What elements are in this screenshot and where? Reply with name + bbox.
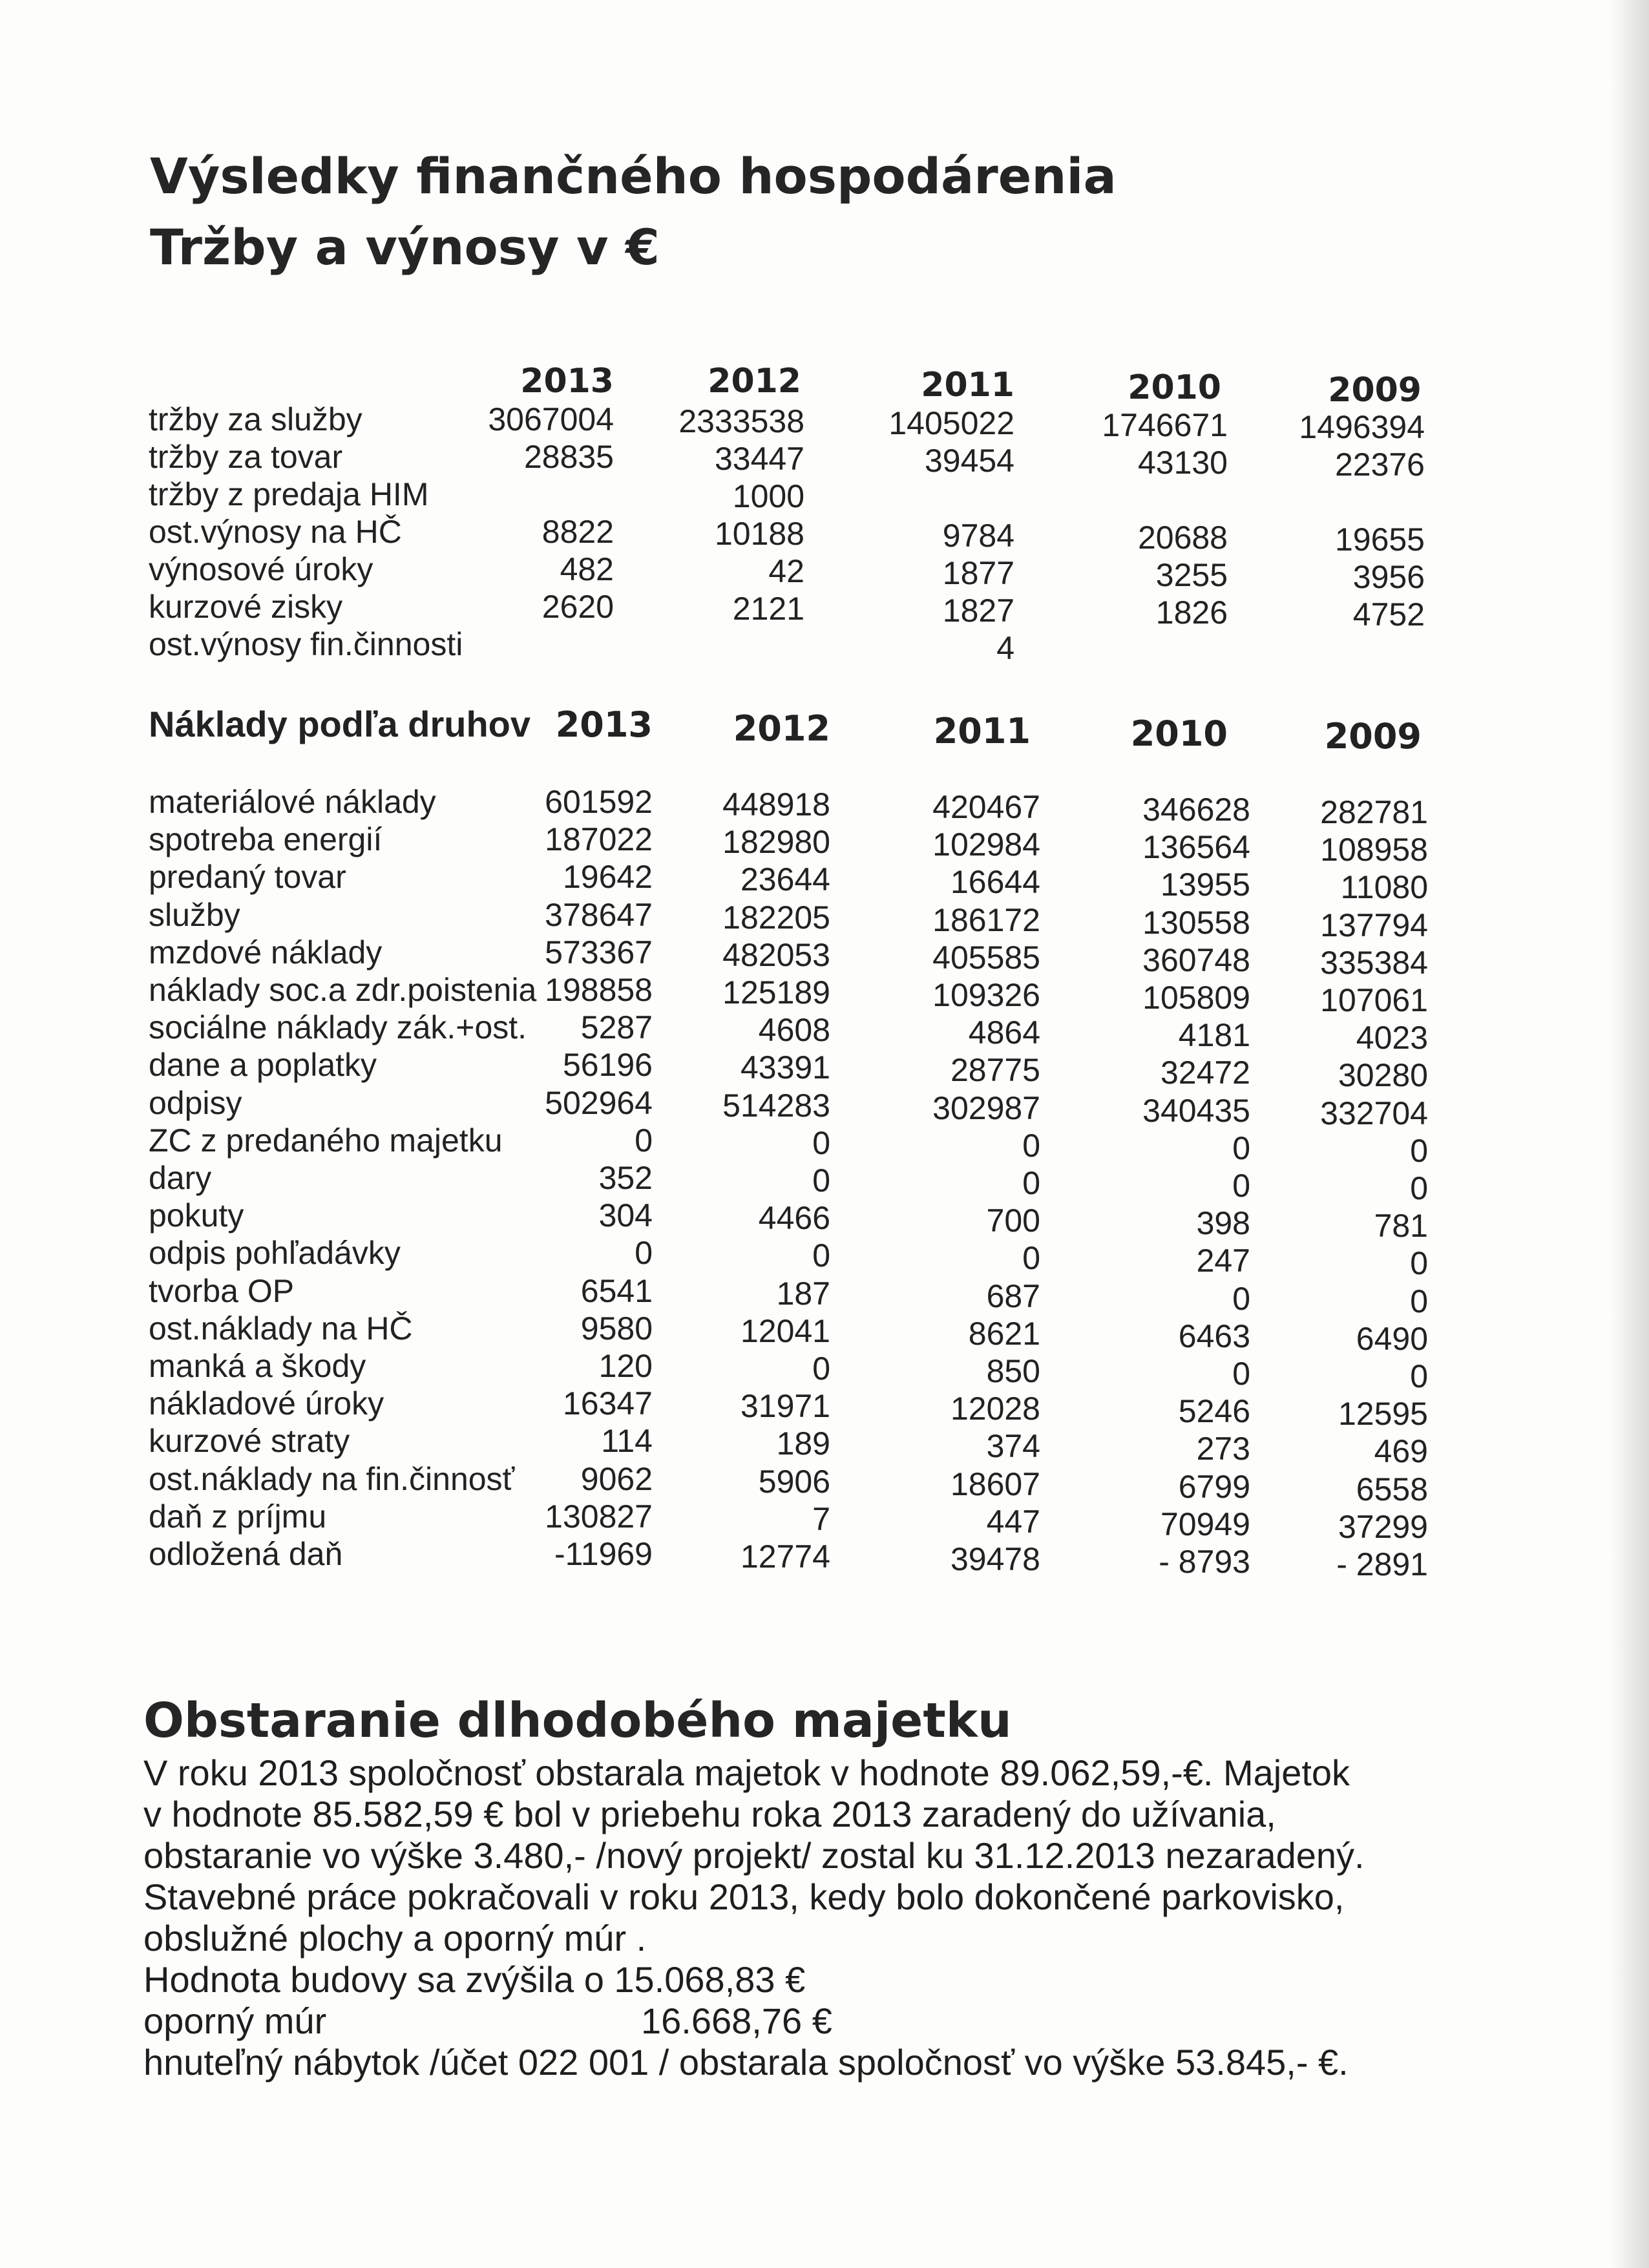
row-label: ost.náklady na HČ <box>149 1310 413 1347</box>
row-label: dane a poplatky <box>149 1047 377 1084</box>
revenue-row <box>0 625 1649 666</box>
cell-2010: 360748 <box>1142 941 1250 978</box>
cell-2011: 39478 <box>950 1541 1040 1577</box>
paragraph-line: Stavebné práce pokračovali v roku 2013, kedy bolo dokončené parkovisko, <box>143 1876 1345 1917</box>
row-label: kurzové zisky <box>149 589 343 625</box>
revenue-year-2013: 2013 <box>520 362 614 401</box>
cell-2011: 687 <box>986 1277 1040 1314</box>
revenue-row <box>0 551 1649 595</box>
row-label: náklady soc.a zdr.poistenia <box>149 972 537 1008</box>
paragraph-line: V roku 2013 spoločnosť obstarala majetok v hodnote 89.062,59,-€. Majetok <box>143 1752 1350 1793</box>
cell-2010: 136564 <box>1142 829 1250 866</box>
cell-2013: 304 <box>598 1197 653 1234</box>
cost-row <box>0 1498 1649 1545</box>
cell-2010: 340435 <box>1142 1092 1250 1129</box>
cell-2009: 3956 <box>1352 559 1425 595</box>
costs-year-2013: 2013 <box>555 704 653 745</box>
cell-2010: 43130 <box>1137 445 1228 481</box>
cell-2011: 18607 <box>950 1465 1040 1502</box>
cell-2013: 6541 <box>580 1272 653 1309</box>
row-label: odpis pohľadávky <box>149 1235 401 1272</box>
cell-2012: 43391 <box>740 1049 830 1086</box>
cell-2013: 352 <box>598 1160 653 1196</box>
cell-2012: 33447 <box>714 441 804 477</box>
cost-row <box>0 858 1649 906</box>
cell-2012: 23644 <box>740 861 830 898</box>
assets-section-title: Obstaranie dlhodobého majetku <box>143 1693 1012 1748</box>
cell-2011: 1405022 <box>888 405 1014 441</box>
cost-row <box>0 934 1649 981</box>
cell-2010: 70949 <box>1160 1506 1250 1542</box>
cell-2010: 0 <box>1232 1168 1250 1204</box>
cell-2012: 12774 <box>740 1538 830 1575</box>
cost-row <box>0 1046 1649 1094</box>
cost-row <box>0 1122 1649 1169</box>
cost-row <box>0 1385 1649 1433</box>
revenue-section-title: Tržby a výnosy v € <box>150 218 660 276</box>
cell-2011: 39454 <box>924 443 1014 479</box>
cell-2011: 0 <box>1022 1240 1040 1277</box>
costs-year-2011: 2011 <box>933 711 1031 751</box>
cell-2010: 13955 <box>1160 866 1250 903</box>
cell-2012: 0 <box>812 1237 830 1274</box>
cell-2012: 482053 <box>722 936 830 973</box>
row-label: nákladové úroky <box>149 1385 384 1422</box>
cost-row <box>0 1422 1649 1470</box>
cell-2009: 37299 <box>1338 1508 1428 1545</box>
cell-2013: 120 <box>598 1348 653 1384</box>
wall-value: 16.668,76 € <box>641 2000 832 2041</box>
cost-row <box>0 1535 1649 1582</box>
cell-2012: 182205 <box>722 899 830 936</box>
cell-2013: 56196 <box>562 1047 653 1084</box>
cell-2010: 1746671 <box>1102 407 1228 443</box>
cell-2013: 502964 <box>545 1084 653 1121</box>
cell-2012: 0 <box>812 1124 830 1161</box>
revenue-row <box>0 513 1649 558</box>
cell-2009: 12595 <box>1338 1396 1428 1433</box>
cell-2012: 187 <box>776 1275 830 1312</box>
cost-row <box>0 1009 1649 1056</box>
page-title: Výsledky finančného hospodárenia <box>150 147 1117 205</box>
cell-2009: 0 <box>1410 1283 1428 1319</box>
row-label: kurzové straty <box>149 1423 350 1460</box>
cell-2011: 16644 <box>950 864 1040 901</box>
row-label: materiálové náklady <box>149 784 436 820</box>
cell-2011: 0 <box>1022 1165 1040 1201</box>
revenue-year-2009: 2009 <box>1328 371 1422 410</box>
cell-2013: 9062 <box>580 1460 653 1497</box>
cell-2013: 187022 <box>545 821 653 858</box>
cell-2011: 1827 <box>942 593 1014 629</box>
cell-2012: 12041 <box>740 1312 830 1349</box>
cell-2009: 781 <box>1374 1208 1428 1244</box>
cell-2009: 11080 <box>1340 869 1428 906</box>
cell-2012: 514283 <box>722 1087 830 1124</box>
cell-2013: 16347 <box>562 1385 653 1422</box>
cell-2011: 420467 <box>932 789 1040 825</box>
cell-2011: 109326 <box>932 977 1040 1013</box>
cell-2009: 30280 <box>1338 1057 1428 1094</box>
cell-2009: 282781 <box>1320 794 1428 830</box>
cost-row <box>0 821 1649 868</box>
cost-row <box>0 971 1649 1018</box>
cell-2011: 850 <box>986 1353 1040 1389</box>
row-label: manká a škody <box>149 1348 366 1384</box>
cell-2009: 0 <box>1410 1358 1428 1394</box>
cell-2010: 0 <box>1232 1356 1250 1392</box>
costs-year-2009: 2009 <box>1324 716 1422 757</box>
wall-label: oporný múr <box>143 2000 327 2041</box>
cell-2013: 482 <box>560 551 614 587</box>
paragraph-line: obstaranie vo výške 3.480,- /nový projekt/ zostal ku 31.12.2013 nezaradený. <box>143 1835 1365 1876</box>
cost-row <box>0 1310 1649 1357</box>
cell-2013: 130827 <box>545 1498 653 1535</box>
cell-2011: 447 <box>986 1503 1040 1540</box>
cell-2010: 1826 <box>1155 594 1228 631</box>
revenue-row <box>0 588 1649 633</box>
cell-2012: 189 <box>776 1425 830 1462</box>
cell-2009: 137794 <box>1320 907 1428 943</box>
cell-2009: 1496394 <box>1299 409 1425 445</box>
cost-row <box>0 1347 1649 1394</box>
cell-2011: 700 <box>986 1202 1040 1239</box>
cell-2011: 374 <box>986 1428 1040 1465</box>
row-label: výnosové úroky <box>149 551 373 587</box>
cost-row <box>0 1272 1649 1319</box>
cell-2012: 7 <box>812 1500 830 1537</box>
row-label: tržby za tovar <box>149 439 343 475</box>
cost-row <box>0 1159 1649 1206</box>
cell-2012: 1000 <box>732 478 804 514</box>
cell-2012: 0 <box>812 1162 830 1199</box>
row-label: dary <box>149 1160 212 1196</box>
cell-2009: 4023 <box>1356 1020 1428 1056</box>
cell-2010: 32472 <box>1160 1055 1250 1091</box>
cell-2009: 0 <box>1410 1245 1428 1282</box>
cell-2010: 20688 <box>1137 520 1228 556</box>
row-label: ost.výnosy na HČ <box>149 514 402 550</box>
cell-2009: - 2891 <box>1336 1546 1428 1582</box>
cell-2013: -11969 <box>554 1536 653 1572</box>
cell-2009: 22376 <box>1334 446 1425 483</box>
row-label: daň z príjmu <box>149 1498 327 1535</box>
cell-2010: 398 <box>1196 1205 1250 1242</box>
cell-2011: 405585 <box>932 939 1040 976</box>
cell-2011: 8621 <box>968 1315 1040 1352</box>
cell-2012: 42 <box>768 553 804 589</box>
cell-2011: 102984 <box>932 826 1040 863</box>
row-label: predaný tovar <box>149 859 346 896</box>
cell-2011: 0 <box>1022 1127 1040 1164</box>
revenue-year-2010: 2010 <box>1128 368 1221 407</box>
cell-2013: 378647 <box>545 896 653 933</box>
cost-row <box>0 1197 1649 1244</box>
cell-2013: 8822 <box>541 514 614 550</box>
cell-2010: 0 <box>1232 1129 1250 1166</box>
row-label: sociálne náklady zák.+ost. <box>149 1009 527 1046</box>
cell-2011: 12028 <box>950 1391 1040 1427</box>
row-label: spotreba energií <box>149 821 383 858</box>
cell-2010: 3255 <box>1155 557 1228 593</box>
cell-2009: 107061 <box>1320 982 1428 1018</box>
cell-2010: 273 <box>1196 1431 1250 1467</box>
cell-2012: 4608 <box>758 1012 830 1049</box>
row-label: tvorba OP <box>149 1272 295 1309</box>
cell-2013: 3067004 <box>488 401 614 437</box>
cell-2012: 2333538 <box>678 403 804 439</box>
revenue-row <box>0 438 1649 483</box>
cell-2013: 5287 <box>580 1009 653 1046</box>
cell-2009: 19655 <box>1334 521 1425 558</box>
row-label: odložená daň <box>149 1536 343 1572</box>
row-label: ZC z predaného majetku <box>149 1122 503 1159</box>
paragraph-line: v hodnote 85.582,59 € bol v priebehu roka 2013 zaradený do užívania, <box>143 1794 1276 1834</box>
cell-2010: 6799 <box>1178 1468 1250 1505</box>
cell-2010: 247 <box>1196 1243 1250 1279</box>
costs-year-2012: 2012 <box>733 708 830 749</box>
cell-2013: 601592 <box>545 784 653 820</box>
revenue-row <box>0 476 1649 513</box>
cell-2011: 9784 <box>942 518 1014 554</box>
cell-2012: 10188 <box>714 516 804 552</box>
cell-2013: 28835 <box>523 439 614 475</box>
row-label: odpisy <box>149 1084 242 1121</box>
costs-section-title: Náklady podľa druhov <box>149 704 531 744</box>
cell-2009: 0 <box>1410 1170 1428 1206</box>
cell-2011: 186172 <box>932 901 1040 938</box>
row-label: služby <box>149 896 240 933</box>
cell-2009: 332704 <box>1320 1095 1428 1131</box>
cell-2009: 469 <box>1374 1433 1428 1470</box>
cost-row <box>0 896 1649 943</box>
row-label: ost.náklady na fin.činnosť <box>149 1460 515 1497</box>
cost-row <box>0 783 1649 830</box>
cost-row <box>0 1460 1649 1507</box>
cell-2009: 335384 <box>1320 944 1428 981</box>
row-label: tržby z predaja HIM <box>149 476 429 512</box>
row-label: mzdové náklady <box>149 934 383 971</box>
cell-2009: 108958 <box>1320 832 1428 868</box>
cell-2012: 31971 <box>740 1388 830 1425</box>
cell-2010: 5246 <box>1178 1393 1250 1430</box>
cell-2010: - 8793 <box>1159 1544 1250 1580</box>
paragraph-line: hnuteľný nábytok /účet 022 001 / obstarala spoločnosť vo výške 53.845,- €. <box>143 2042 1349 2083</box>
cell-2011: 4 <box>996 630 1014 666</box>
cell-2012: 4466 <box>758 1200 830 1237</box>
cell-2011: 4864 <box>968 1014 1040 1051</box>
cell-2010: 6463 <box>1178 1318 1250 1354</box>
cell-2013: 0 <box>635 1235 653 1272</box>
row-label: tržby za služby <box>149 401 362 437</box>
cost-row <box>0 1234 1649 1282</box>
cell-2013: 198858 <box>545 972 653 1008</box>
paragraph-line: obslužné plochy a oporný múr . <box>143 1918 647 1958</box>
costs-year-2010: 2010 <box>1130 713 1228 754</box>
cell-2013: 19642 <box>562 859 653 896</box>
cell-2013: 0 <box>635 1122 653 1159</box>
cell-2013: 9580 <box>580 1310 653 1347</box>
cell-2009: 0 <box>1410 1132 1428 1169</box>
cell-2009: 6490 <box>1356 1320 1428 1357</box>
wall-row <box>143 2000 1487 2042</box>
cell-2010: 346628 <box>1142 792 1250 828</box>
cell-2010: 130558 <box>1142 904 1250 941</box>
cell-2011: 302987 <box>932 1089 1040 1126</box>
cell-2013: 573367 <box>545 934 653 971</box>
cell-2012: 182980 <box>722 824 830 861</box>
cell-2013: 114 <box>601 1423 653 1460</box>
cell-2012: 0 <box>812 1350 830 1387</box>
revenue-row <box>0 401 1649 445</box>
paragraph-line: Hodnota budovy sa zvýšila o 15.068,83 € <box>143 1959 806 2000</box>
cell-2010: 4181 <box>1178 1017 1250 1054</box>
revenue-year-2012: 2012 <box>708 362 801 401</box>
cell-2009: 6558 <box>1356 1471 1428 1507</box>
cell-2011: 1877 <box>942 555 1014 591</box>
row-label: ost.výnosy fin.činnosti <box>149 626 463 662</box>
cell-2012: 2121 <box>732 591 804 627</box>
cost-row <box>0 1084 1649 1131</box>
cell-2012: 5906 <box>758 1463 830 1500</box>
cell-2012: 125189 <box>722 974 830 1011</box>
cell-2010: 0 <box>1232 1280 1250 1317</box>
revenue-year-2011: 2011 <box>921 366 1014 404</box>
cell-2013: 2620 <box>541 589 614 625</box>
cell-2011: 28775 <box>950 1052 1040 1089</box>
assets-paragraph <box>143 1752 1487 2083</box>
cell-2009: 4752 <box>1352 596 1425 633</box>
row-label: pokuty <box>149 1197 244 1234</box>
cell-2010: 105809 <box>1142 980 1250 1016</box>
cell-2012: 448918 <box>722 786 830 823</box>
